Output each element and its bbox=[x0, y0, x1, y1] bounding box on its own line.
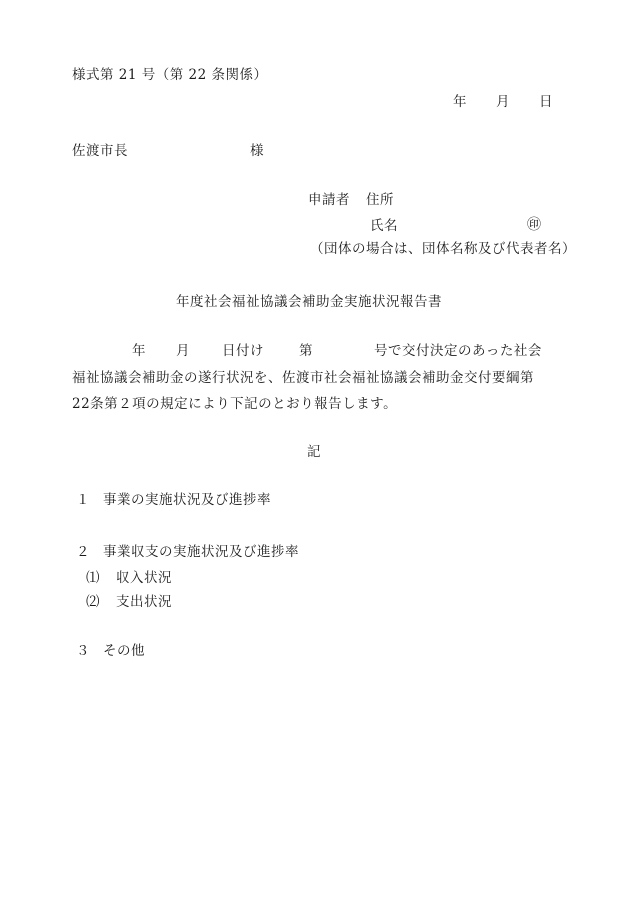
item-number: １ bbox=[76, 492, 90, 508]
group-note: （団体の場合は、団体名称及び代表者名） bbox=[310, 241, 576, 257]
form-number: 様式第 21 号（第 22 条関係） bbox=[72, 67, 268, 83]
name-label: 氏名 bbox=[370, 218, 398, 234]
body-month: 月 bbox=[176, 343, 190, 359]
body-rest: 号で交付決定のあった社会 bbox=[374, 343, 542, 359]
address-label: 住所 bbox=[366, 192, 394, 208]
item-label: 事業収支の実施状況及び進捗率 bbox=[103, 544, 299, 560]
sub-list-item bbox=[86, 596, 172, 610]
list-item bbox=[76, 546, 299, 560]
date-day: 日 bbox=[539, 94, 553, 110]
report-title: 年度社会福祉協議会補助金実施状況報告書 bbox=[176, 294, 442, 310]
sub-item-label: 収入状況 bbox=[116, 570, 172, 586]
item-label: 事業の実施状況及び進捗率 bbox=[103, 492, 271, 508]
body-line-3: 22条第２項の規定により下記のとおり報告します。 bbox=[72, 396, 398, 412]
seal-mark: ㊞ bbox=[527, 217, 542, 233]
body-dai: 第 bbox=[299, 343, 313, 359]
sub-item-label: 支出状況 bbox=[116, 594, 172, 610]
addressee bbox=[72, 143, 264, 159]
list-item bbox=[76, 494, 271, 508]
item-label: その他 bbox=[103, 643, 145, 659]
list-item bbox=[76, 645, 145, 659]
date-month: 月 bbox=[496, 94, 510, 110]
body-year: 年 bbox=[132, 343, 146, 359]
item-number: ３ bbox=[76, 643, 90, 659]
sub-list-item bbox=[86, 572, 172, 586]
date-line bbox=[453, 96, 553, 110]
item-number: ２ bbox=[76, 544, 90, 560]
ki-heading: 記 bbox=[307, 444, 321, 460]
sub-item-number: ⑵ bbox=[86, 594, 100, 610]
addressee-name: 佐渡市長 bbox=[72, 143, 128, 159]
addressee-honorific: 様 bbox=[250, 143, 264, 159]
applicant-label: 申請者 bbox=[308, 192, 350, 208]
date-year: 年 bbox=[453, 94, 467, 110]
body-day-dated: 日付け bbox=[222, 343, 264, 359]
sub-item-number: ⑴ bbox=[86, 570, 100, 586]
body-line-2: 福祉協議会補助金の遂行状況を、佐渡市社会福祉協議会補助金交付要綱第 bbox=[72, 370, 534, 386]
